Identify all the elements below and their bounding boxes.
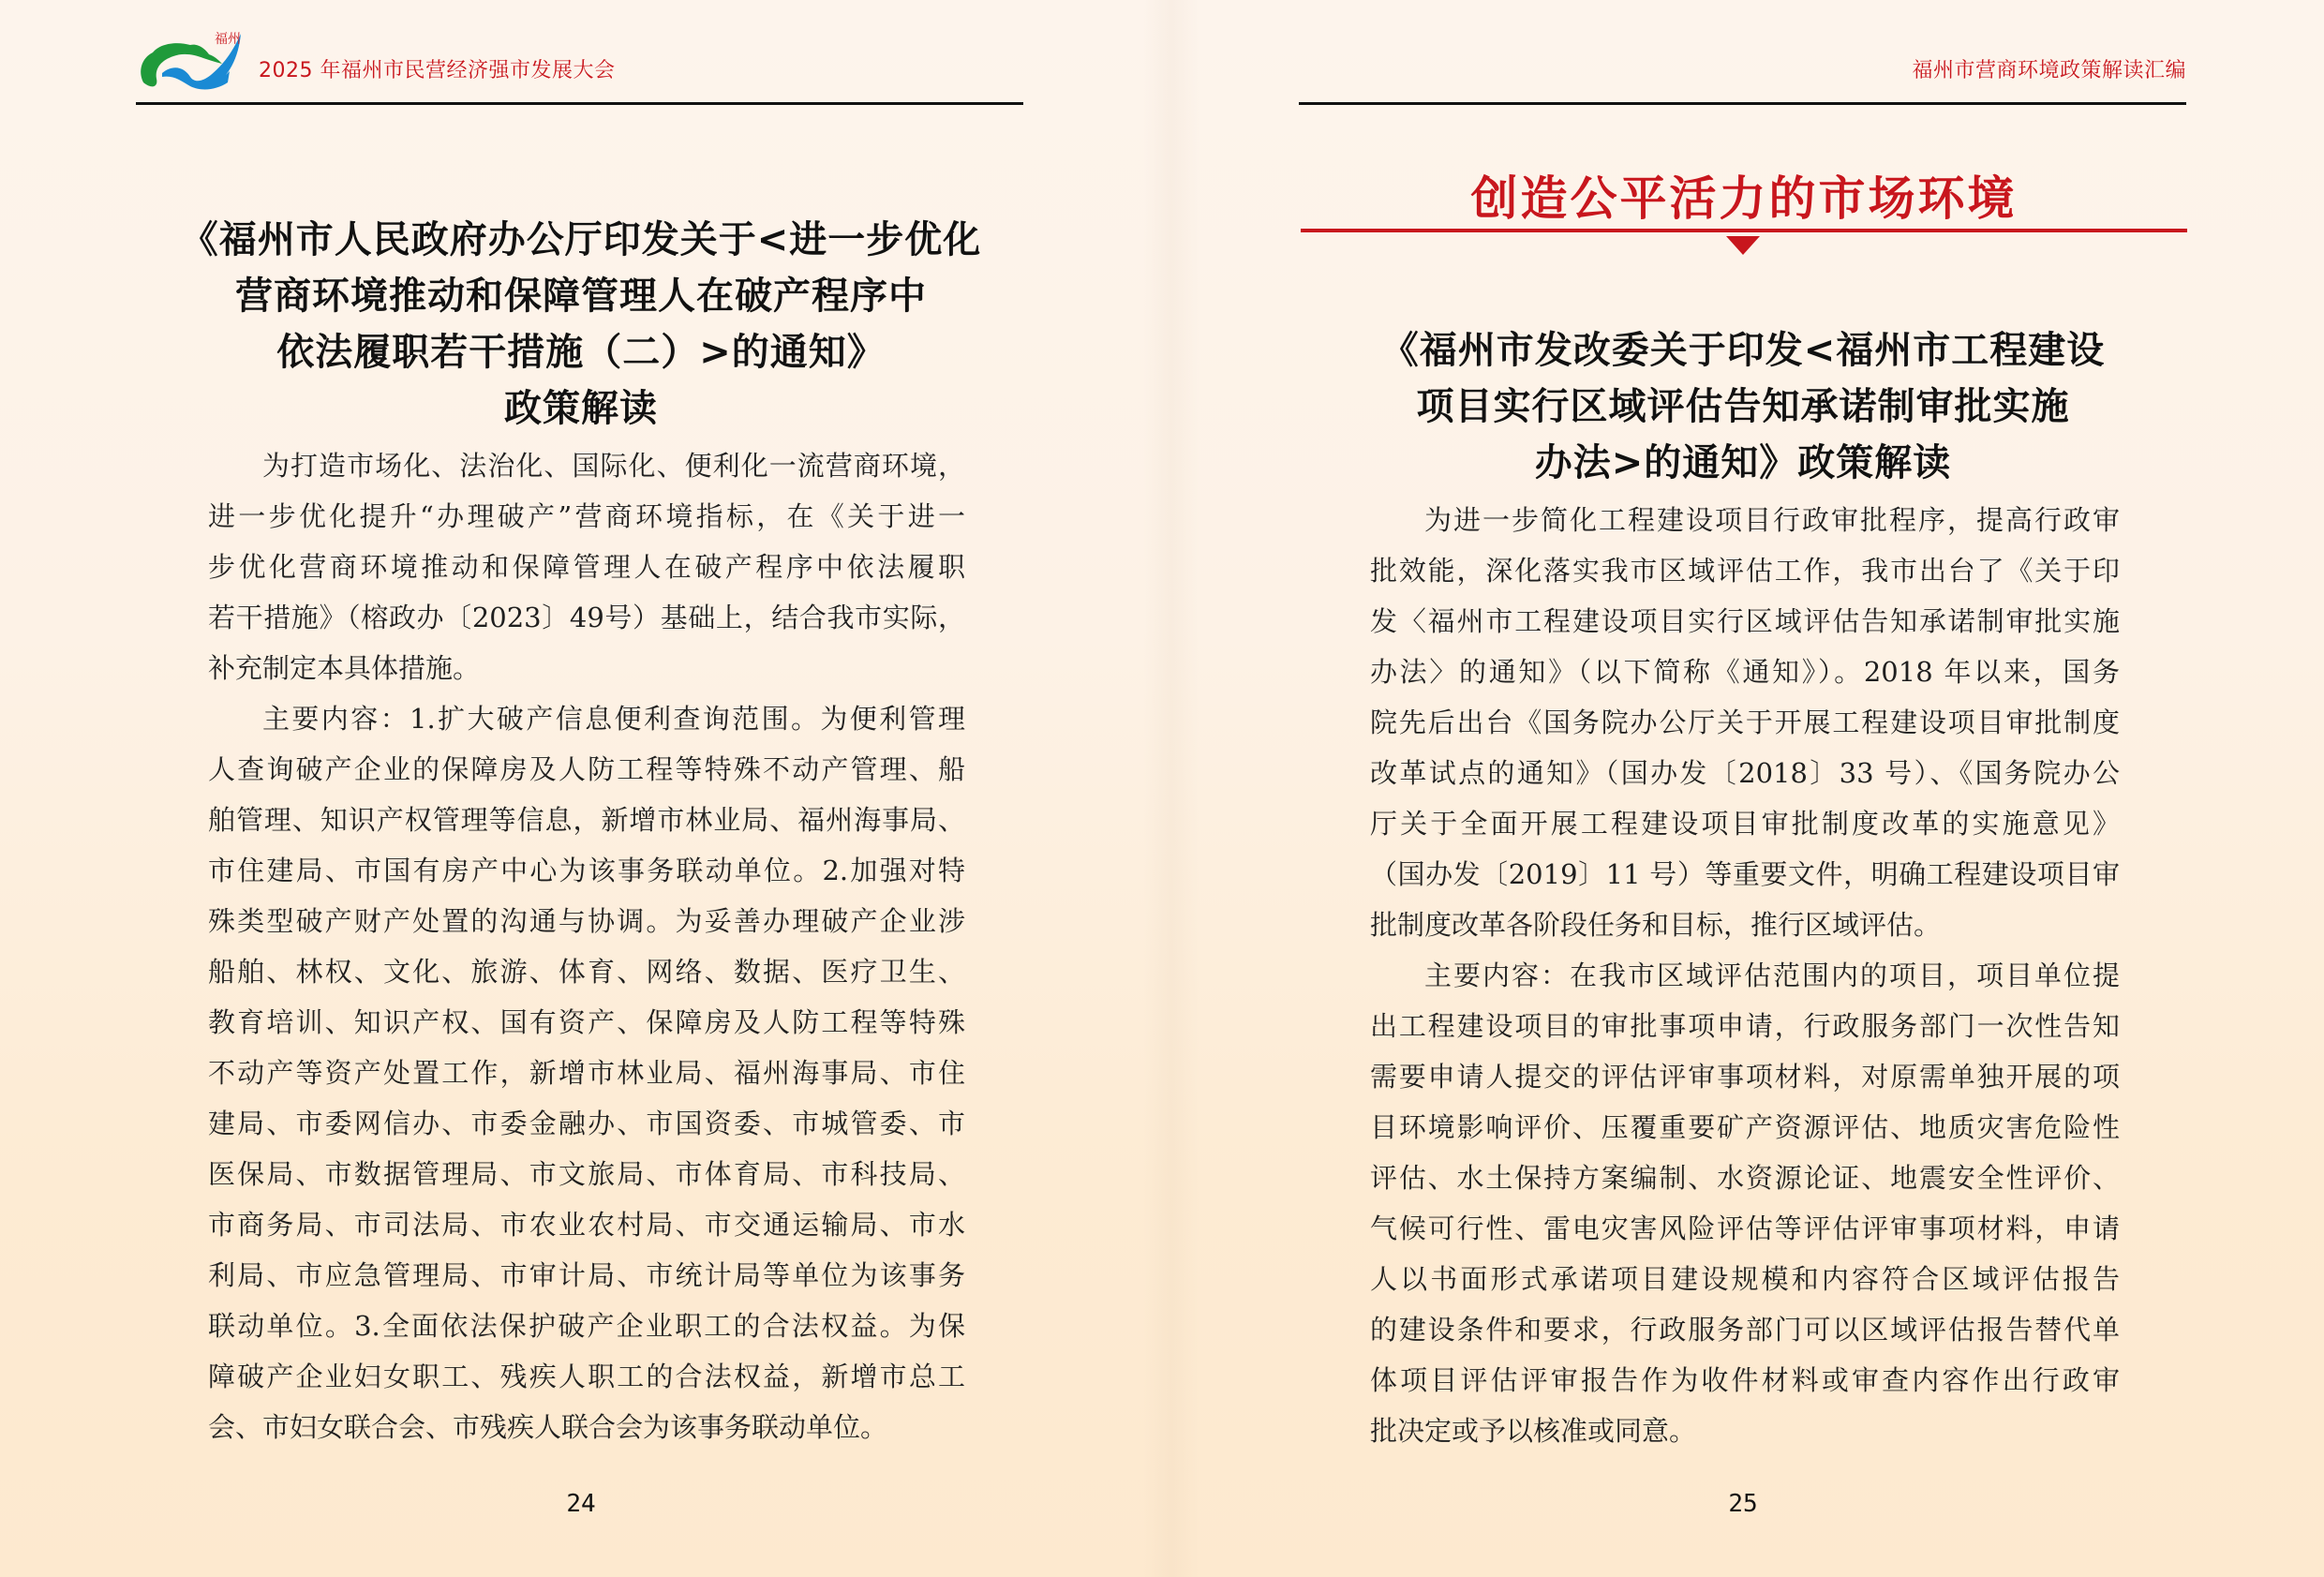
body-line: 市商务局、市司法局、市农业农村局、市交通运输局、市水 — [208, 1209, 965, 1241]
body-line: 的建设条件和要求，行政服务部门可以区域评估报告替代单 — [1370, 1314, 2120, 1346]
fuzhou-logo-icon — [136, 24, 248, 96]
header-rule — [1299, 102, 2186, 105]
body-line: 办法〉的通知》（以下简称《通知》）。2018 年以来，国务 — [1370, 656, 2120, 688]
body-line: 目环境影响评价、压覆重要矿产资源评估、地质灾害危险性 — [1370, 1111, 2120, 1143]
body-line: 主要内容：1.扩大破产信息便利查询范围。为便利管理 — [262, 703, 965, 735]
body-line: 障破产企业妇女职工、残疾人职工的合法权益，新增市总工 — [208, 1361, 965, 1392]
body-line: 为打造市场化、法治化、国际化、便利化一流营商环境， — [262, 450, 965, 482]
article-body — [208, 440, 965, 1452]
body-line: 院先后出台《国务院办公厅关于开展工程建设项目审批制度 — [1370, 707, 2120, 738]
body-line: 步优化营商环境推动和保障管理人在破产程序中依法履职 — [208, 551, 965, 583]
body-line: 评估、水土保持方案编制、水资源论证、地震安全性评价、 — [1370, 1162, 2120, 1194]
body-line: 会、市妇女联合会、市残疾人联合会为该事务联动单位。 — [208, 1411, 888, 1443]
body-line: 为进一步简化工程建设项目行政审批程序，提高行政审 — [1424, 504, 2120, 536]
body-line: 若干措施》（榕政办〔2023〕49号）基础上，结合我市实际， — [208, 602, 965, 633]
header-rule — [136, 102, 1023, 105]
article-title — [1331, 322, 2155, 491]
page-number: 24 — [566, 1490, 596, 1518]
title-line: 办法>的通知》政策解读 — [1534, 441, 1952, 484]
body-line: 主要内容：在我市区域评估范围内的项目，项目单位提 — [1424, 960, 2120, 991]
body-line: 批制度改革各阶段任务和目标，推行区域评估。 — [1370, 909, 1942, 941]
body-line: 人以书面形式承诺项目建设规模和内容符合区域评估报告 — [1370, 1263, 2120, 1295]
body-line: 出工程建设项目的审批事项申请，行政服务部门一次性告知 — [1370, 1010, 2120, 1042]
header-publication-title: 福州市营商环境政策解读汇编 — [1912, 59, 2186, 82]
svg-text:福州: 福州 — [215, 32, 241, 47]
title-line: 《福州市人民政府办公厅印发关于<进一步优化 — [180, 218, 982, 261]
title-line: 营商环境推动和保障管理人在破产程序中 — [235, 275, 927, 318]
body-line: 进一步优化提升“办理破产”营商环境指标，在《关于进一 — [208, 500, 965, 532]
body-line: 利局、市应急管理局、市审计局、市统计局等单位为该事务 — [208, 1259, 965, 1291]
body-line: 发〈福州市工程建设项目实行区域评估告知承诺制审批实施 — [1370, 605, 2120, 637]
body-line: 补充制定本具体措施。 — [208, 652, 481, 684]
body-line: 医保局、市数据管理局、市文旅局、市体育局、市科技局、 — [208, 1158, 965, 1190]
title-line: 政策解读 — [504, 387, 658, 430]
body-line: 教育培训、知识产权、国有资产、保障房及人防工程等特殊 — [208, 1006, 965, 1038]
body-line: 建局、市委网信办、市委金融办、市国资委、市城管委、市 — [208, 1108, 965, 1139]
body-line: 改革试点的通知》（国办发〔2018〕33 号）、《国务院办公 — [1370, 757, 2120, 789]
header-event-title: 2025 年福州市民营经济强市发展大会 — [259, 59, 616, 82]
body-line: 殊类型破产财产处置的沟通与协调。为妥善办理破产企业涉 — [208, 905, 965, 937]
page-number: 25 — [1728, 1490, 1758, 1518]
body-line: 需要申请人提交的评估评审事项材料，对原需单独开展的项 — [1370, 1061, 2120, 1093]
body-line: 厅关于全面开展工程建设项目审批制度改革的实施意见》 — [1370, 808, 2120, 840]
body-line: 舶管理、知识产权管理等信息，新增市林业局、福州海事局、 — [208, 804, 965, 836]
title-line: 依法履职若干措施（二）>的通知》 — [276, 331, 886, 374]
body-line: 体项目评估评审报告作为收件材料或审查内容作出行政审 — [1370, 1364, 2120, 1396]
title-line: 《福州市发改委关于印发<福州市工程建设 — [1380, 329, 2106, 372]
body-line: 批效能，深化落实我市区域评估工作，我市出台了《关于印 — [1370, 555, 2120, 587]
body-line: 市住建局、市国有房产中心为该事务联动单位。2.加强对特 — [208, 855, 965, 886]
right-page — [1162, 0, 2324, 1577]
section-divider — [1301, 229, 2187, 232]
down-triangle-icon — [1726, 236, 1760, 255]
body-line: 船舶、林权、文化、旅游、体育、网络、数据、医疗卫生、 — [208, 956, 965, 988]
section-heading: 创造公平活力的市场环境 — [1470, 171, 2018, 226]
body-line: 气候可行性、雷电灾害风险评估等评估评审事项材料，申请 — [1370, 1213, 2120, 1244]
body-line: 人查询破产企业的保障房及人防工程等特殊不动产管理、船 — [208, 753, 965, 785]
title-line: 项目实行区域评估告知承诺制审批实施 — [1416, 385, 2070, 428]
article-title — [169, 212, 993, 437]
body-line: 联动单位。3.全面依法保护破产企业职工的合法权益。为保 — [208, 1310, 965, 1342]
article-body — [1370, 495, 2120, 1456]
body-line: 不动产等资产处置工作，新增市林业局、福州海事局、市住 — [208, 1057, 965, 1089]
body-line: （国办发〔2019〕11 号）等重要文件，明确工程建设项目审 — [1370, 858, 2120, 890]
body-line: 批决定或予以核准或同意。 — [1370, 1415, 1697, 1447]
